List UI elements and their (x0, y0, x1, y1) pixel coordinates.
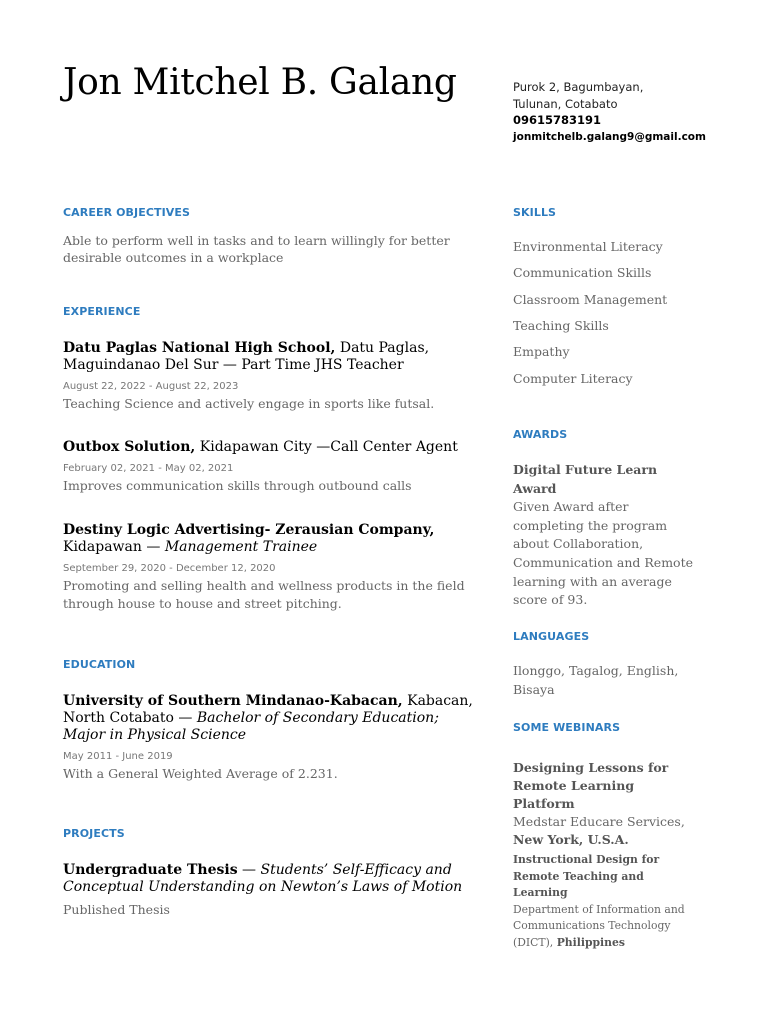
entry-date: February 02, 2021 - May 02, 2021 (63, 463, 234, 474)
languages-heading: LANGUAGES (513, 630, 590, 643)
webinar-org: Department of Information and Communications Technology (DICT), (513, 902, 685, 949)
entry-date: September 29, 2020 - December 12, 2020 (63, 563, 276, 574)
project-title: Undergraduate Thesis (63, 862, 238, 878)
skill-item: Teaching Skills (513, 318, 609, 333)
address-line-1: Purok 2, Bagumbayan, (513, 80, 644, 94)
experience-entry (63, 522, 483, 613)
skill-item: Computer Literacy (513, 371, 633, 386)
skill-item: Environmental Literacy (513, 239, 663, 254)
career-objectives-text: Able to perform well in tasks and to learn willingly for better desirable outcomes in a workplace (63, 233, 450, 265)
webinar-org: Medstar Educare Services, (513, 814, 685, 829)
experience-heading: EXPERIENCE (63, 305, 141, 318)
phone-number: 09615783191 (513, 113, 602, 127)
entry-title (63, 439, 483, 456)
entry-role: Datu Paglas, Maguindanao Del Sur — Part Time JHS Teacher (63, 340, 430, 373)
awards-heading: AWARDS (513, 428, 568, 441)
email-address: jonmitchelb.galang9@gmail.com (513, 130, 706, 143)
webinar-place: Philippines (556, 935, 625, 949)
entry-date: August 22, 2022 - August 22, 2023 (63, 381, 239, 392)
entry-description: Promoting and selling health and wellness products in the field through house to house and street pitching. (63, 578, 465, 611)
address-line-2: Tulunan, Cotabato (513, 96, 618, 111)
entry-location: Kidapawan — (63, 539, 165, 555)
education-entry (63, 693, 483, 783)
skill-item: Empathy (513, 344, 570, 359)
webinar-title: Designing Lessons for Remote Learning Platform (513, 760, 669, 811)
webinar-entry (513, 852, 693, 951)
experience-entry (63, 439, 483, 495)
contact-block (513, 79, 763, 145)
project-subtitle: Students’ Self-Efficacy and Conceptual Understanding on Newton’s Laws of Motion (63, 862, 463, 895)
webinars-heading: SOME WEBINARS (513, 721, 621, 734)
projects-heading: PROJECTS (63, 827, 125, 840)
entry-description: Teaching Science and actively engage in sports like futsal. (63, 396, 435, 411)
experience-entry (63, 340, 483, 413)
entry-role: Management Trainee (164, 539, 318, 555)
entry-title (63, 340, 483, 374)
skill-item: Communication Skills (513, 265, 652, 280)
skill-item: Classroom Management (513, 292, 668, 307)
entry-date: May 2011 - June 2019 (63, 751, 173, 762)
entry-title (63, 862, 483, 896)
entry-description: With a General Weighted Average of 2.231. (63, 766, 338, 781)
languages-text: Ilonggo, Tagalog, English, Bisaya (513, 663, 679, 697)
entry-org: University of Southern Mindanao-Kabacan, (63, 693, 403, 709)
webinar-entry (513, 759, 693, 849)
entry-degree: Bachelor of Secondary Education; Major in Physical Science (63, 710, 439, 743)
entry-org: Datu Paglas National High School, (63, 340, 336, 356)
award-description: Given Award after completing the program about Collaboration, Communication and Remote learning with an average score of 93. (513, 499, 694, 608)
entry-org: Outbox Solution, (63, 439, 196, 455)
award-title: Digital Future Learn Award (513, 462, 658, 496)
entry-title (63, 693, 483, 744)
education-heading: EDUCATION (63, 658, 136, 671)
award-entry (513, 461, 693, 610)
project-entry (63, 862, 483, 919)
entry-title (63, 522, 483, 556)
resume-name: Jon Mitchel B. Galang (63, 62, 457, 103)
skills-heading: SKILLS (513, 206, 557, 219)
entry-description: Published Thesis (63, 902, 170, 917)
career-objectives-heading: CAREER OBJECTIVES (63, 206, 191, 219)
entry-description: Improves communication skills through outbound calls (63, 478, 412, 493)
webinar-title: Instructional Design for Remote Teaching and Learning (513, 853, 660, 899)
title-separator: — (237, 862, 261, 878)
webinar-place: New York, U.S.A. (513, 832, 629, 847)
entry-location: Kabacan, North Cotabato — (63, 693, 473, 726)
entry-role: Kidapawan City —Call Center Agent (195, 439, 458, 455)
entry-org: Destiny Logic Advertising- Zerausian Company, (63, 522, 435, 538)
